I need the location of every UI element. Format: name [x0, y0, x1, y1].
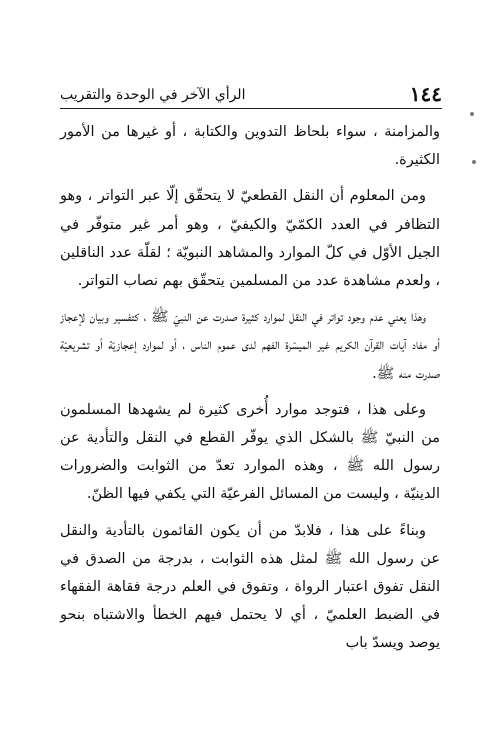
scan-speck — [470, 112, 474, 116]
paragraph: وبناءً على هذا ، فلابدّ من أن يكون القائمون بالتأدية والنقل عن رسول الله ﷺ لمثل هذه الثوابت ، بدرجة من الصدق في النقل تفوق اعتبار الرواة ، وتفوق في العلم درجة فقاهة الفقهاء في الضبط العلميّ ، أي لا يحتمل فيهم الخطأ والاشتباه بنحو يوصد ويسدّ باب — [60, 522, 440, 652]
body-text — [60, 118, 440, 658]
page-header — [60, 74, 442, 104]
scan-speck — [472, 160, 476, 164]
running-title: الرأي الآخر في الوحدة والتقريب — [60, 87, 246, 103]
paragraph: وعلى هذا ، فتوجد موارد أُخرى كثيرة لم يشهدها المسلمون من النبيّ ﷺ بالشكل الذي يوفّر القطع في النقل والتأدية عن رسول الله ﷺ ، وهذه الموارد تعدّ من الثوابت والضرورات الدينيّة ، وليست من المسائل الفرعيّة التي يكفي فيها الظنّ. — [60, 401, 440, 503]
paragraph: وهذا يعني عدم وجود تواتر في النقل لموارد كثيرة صدرت عن النبيّ ﷺ ، كتفسير وبيان لإعجاز أو مفاد آيات القرآن الكريم غير الميسّرة الفهم لدى عموم الناس ، أو لموارد إعجازيّة أو تشريعيّة صدرت منه ﷺ. — [60, 309, 440, 382]
paragraph-continuation: والمزامنة ، سواء بلحاظ التدوين والكتابة ، أو غيرها من الأمور الكثيرة. — [60, 124, 440, 169]
header-rule — [60, 108, 442, 109]
paragraph: ومن المعلوم أن النقل القطعيّ لا يتحقّق إلّا عبر التواتر ، وهو التظافر في العدد الكمّيّ والكيفيّ ، وهو أمر غير متوفّر في الجيل الأوّل في كلّ الموارد والمشاهد النبويّة ؛ لقلّة عدد الناقلين ، ولعدم مشاهدة عدد من المسلمين يتحقّق بهم نصاب التواتر. — [60, 188, 440, 290]
page-number: ١٤٤ — [409, 82, 442, 106]
